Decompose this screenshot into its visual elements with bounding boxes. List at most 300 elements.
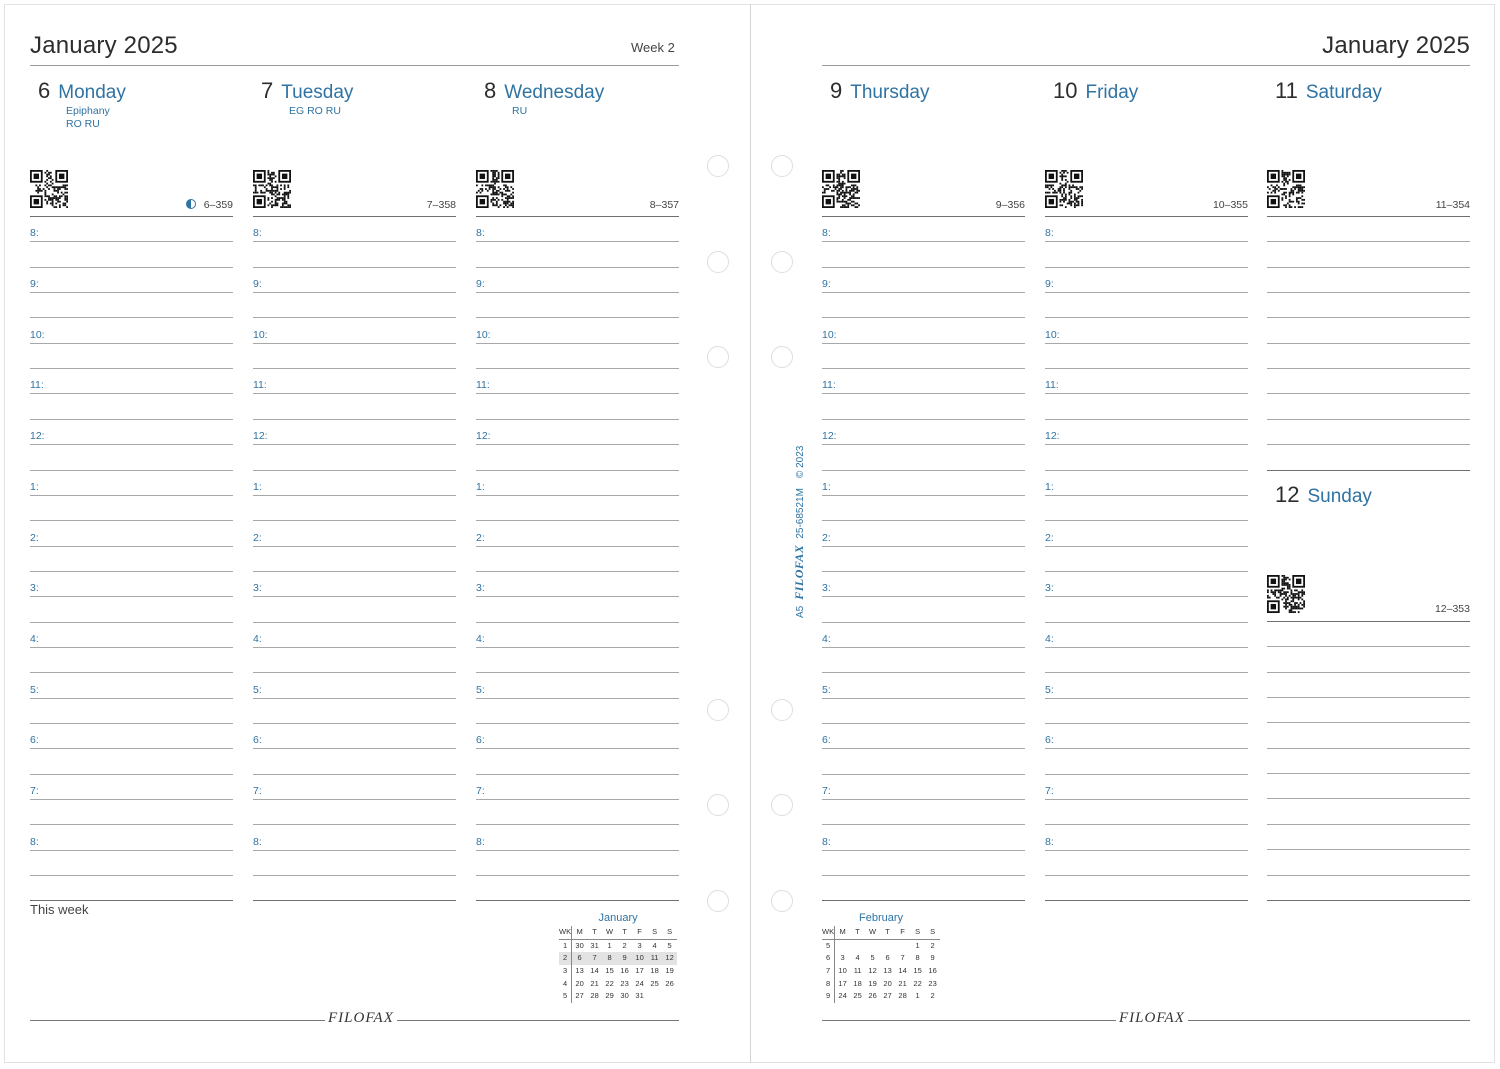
calendar-header-cell: T xyxy=(587,926,602,939)
ruled-line xyxy=(1267,444,1470,445)
ruled-line xyxy=(30,470,233,471)
hour-label: 2: xyxy=(822,532,831,544)
hour-label: 1: xyxy=(476,481,485,493)
ruled-line xyxy=(1045,368,1248,369)
ruled-line xyxy=(476,216,679,217)
ruled-line xyxy=(253,267,456,268)
calendar-day-cell: 12 xyxy=(868,966,877,976)
ruled-line xyxy=(1267,672,1470,673)
day-column-thursday[interactable] xyxy=(822,0,1025,1069)
ruled-line xyxy=(1045,470,1248,471)
holiday-notes xyxy=(289,105,341,118)
day-name: Wednesday xyxy=(504,82,605,103)
ruled-line xyxy=(822,799,1025,800)
calendar-day-cell: 27 xyxy=(883,991,892,1001)
ruled-line xyxy=(822,292,1025,293)
ruled-line xyxy=(822,444,1025,445)
hour-label: 1: xyxy=(253,481,262,493)
hour-label: 10: xyxy=(822,329,837,341)
ruled-line xyxy=(476,622,679,623)
calendar-header-cell: F xyxy=(632,926,647,939)
day-number: 6 xyxy=(38,78,51,103)
calendar-day-cell: 16 xyxy=(928,966,937,976)
hour-label: 2: xyxy=(476,532,485,544)
calendar-day-cell: 11 xyxy=(647,952,662,965)
day-column-saturday-sunday[interactable] xyxy=(1267,0,1470,1069)
week-number-cell: 1 xyxy=(559,939,572,952)
paper-size: A5 xyxy=(795,605,806,618)
ruled-line xyxy=(822,393,1025,394)
hour-label: 9: xyxy=(822,278,831,290)
calendar-header-cell: S xyxy=(910,926,925,939)
ruled-line xyxy=(1267,722,1470,723)
day-number: 9 xyxy=(830,78,843,103)
calendar-day-cell: 3 xyxy=(840,953,845,963)
calendar-day-cell: 20 xyxy=(575,978,584,988)
calendar-day-cell: 27 xyxy=(575,991,584,1001)
left-month-title: January 2025 xyxy=(30,32,178,59)
qr-code-icon[interactable] xyxy=(1267,575,1305,613)
calendar-day-cell xyxy=(880,939,895,952)
calendar-day-cell: 7 xyxy=(900,953,905,963)
calendar-day-cell: 13 xyxy=(575,966,584,976)
hour-label: 9: xyxy=(1045,278,1054,290)
calendar-day-cell: 20 xyxy=(883,978,892,988)
page-spine xyxy=(750,4,751,1063)
calendar-day-cell: 4 xyxy=(652,940,657,950)
ruled-line xyxy=(476,546,679,547)
calendar-header-cell: M xyxy=(572,926,588,939)
ruled-line xyxy=(30,774,233,775)
calendar-day-cell: 22 xyxy=(605,978,614,988)
day-name: Monday xyxy=(58,82,126,103)
ring-hole xyxy=(771,346,793,368)
ruled-line xyxy=(1267,748,1470,749)
calendar-day-cell xyxy=(850,939,865,952)
ruled-line xyxy=(253,875,456,876)
right-month-title: January 2025 xyxy=(1322,32,1470,59)
moon-phase-icon xyxy=(186,199,196,209)
ruled-line xyxy=(30,824,233,825)
mini-calendar-grid xyxy=(822,926,940,1003)
calendar-day-cell xyxy=(647,990,662,1003)
day-heading xyxy=(1053,78,1138,104)
ruled-line xyxy=(1045,647,1248,648)
week-number-cell: 8 xyxy=(822,977,835,990)
hour-label: 7: xyxy=(822,785,831,797)
ruled-line xyxy=(476,368,679,369)
day-count: 12–353 xyxy=(1434,603,1470,615)
ruled-line xyxy=(822,368,1025,369)
ruled-line xyxy=(476,520,679,521)
calendar-header-cell: F xyxy=(895,926,910,939)
calendar-day-cell: 24 xyxy=(635,978,644,988)
calendar-day-cell: 31 xyxy=(590,940,599,950)
ruled-line xyxy=(1045,267,1248,268)
ruled-line xyxy=(253,495,456,496)
hour-label: 5: xyxy=(1045,684,1054,696)
week-number-cell: 2 xyxy=(559,952,572,965)
hour-label: 9: xyxy=(253,278,262,290)
ruled-line xyxy=(30,748,233,749)
calendar-day-cell: 26 xyxy=(665,978,674,988)
ruled-line xyxy=(822,748,1025,749)
qr-code-icon[interactable] xyxy=(1267,170,1305,208)
copyright: © 2023 xyxy=(795,445,806,479)
ruled-line xyxy=(253,571,456,572)
ruled-line xyxy=(1045,216,1248,217)
ruled-line xyxy=(822,850,1025,851)
ruled-line xyxy=(476,723,679,724)
qr-code-icon[interactable] xyxy=(253,170,291,208)
hour-label: 8: xyxy=(253,836,262,848)
ruled-line xyxy=(253,520,456,521)
ruled-line xyxy=(1267,849,1470,850)
ruled-line xyxy=(253,241,456,242)
ruled-line xyxy=(476,241,679,242)
ruled-line xyxy=(30,292,233,293)
ruled-line xyxy=(476,748,679,749)
hour-label: 1: xyxy=(1045,481,1054,493)
calendar-header-cell: S xyxy=(662,926,677,939)
hour-label: 6: xyxy=(476,734,485,746)
hour-label: 7: xyxy=(253,785,262,797)
calendar-day-cell: 16 xyxy=(620,966,629,976)
holiday-name: Epiphany xyxy=(66,105,110,117)
holiday-countries: RU xyxy=(512,105,528,117)
ruled-line xyxy=(822,343,1025,344)
ruled-line xyxy=(1045,571,1248,572)
calendar-day-cell: 1 xyxy=(915,991,920,1001)
ruled-line xyxy=(30,444,233,445)
calendar-header-cell: S xyxy=(647,926,662,939)
ruled-line xyxy=(1267,900,1470,901)
ruled-line xyxy=(253,596,456,597)
day-heading xyxy=(484,78,604,104)
calendar-day-cell: 8 xyxy=(915,953,920,963)
ruled-line xyxy=(30,546,233,547)
product-code: 25-68521M xyxy=(795,488,806,539)
ruled-line xyxy=(30,571,233,572)
ruled-line xyxy=(30,241,233,242)
qr-code-icon[interactable] xyxy=(30,170,68,208)
week-number-cell: 4 xyxy=(559,977,572,990)
ruled-line xyxy=(1045,343,1248,344)
hour-label: 4: xyxy=(1045,633,1054,645)
ruled-line xyxy=(822,596,1025,597)
ruled-line xyxy=(1045,546,1248,547)
ruled-line xyxy=(476,444,679,445)
calendar-day-cell: 26 xyxy=(868,991,877,1001)
calendar-day-cell: 14 xyxy=(590,966,599,976)
mini-calendar-month: February xyxy=(859,912,904,924)
calendar-day-cell: 10 xyxy=(838,966,847,976)
hour-label: 4: xyxy=(253,633,262,645)
ruled-line xyxy=(1045,444,1248,445)
day-column-wednesday[interactable] xyxy=(476,0,679,1069)
ruled-line xyxy=(1267,875,1470,876)
hour-label: 8: xyxy=(822,836,831,848)
ruled-line xyxy=(476,393,679,394)
hour-label: 9: xyxy=(476,278,485,290)
calendar-day-cell: 23 xyxy=(928,978,937,988)
hour-label: 10: xyxy=(253,329,268,341)
calendar-day-cell: 1 xyxy=(607,940,612,950)
calendar-day-cell: 19 xyxy=(868,978,877,988)
day-count: 11–354 xyxy=(1435,199,1470,211)
holiday-countries: EG RO RU xyxy=(289,105,341,117)
ruled-line xyxy=(30,368,233,369)
ruled-line xyxy=(1045,241,1248,242)
ruled-line xyxy=(822,698,1025,699)
hour-label: 8: xyxy=(476,836,485,848)
calendar-day-cell: 15 xyxy=(913,966,922,976)
week-number-cell: 7 xyxy=(822,965,835,978)
hour-label: 6: xyxy=(1045,734,1054,746)
ruled-line xyxy=(476,774,679,775)
hour-label: 12: xyxy=(822,430,837,442)
ruled-line xyxy=(253,622,456,623)
calendar-day-cell: 13 xyxy=(883,966,892,976)
hour-label: 3: xyxy=(253,582,262,594)
ruled-line xyxy=(476,317,679,318)
day-column-tuesday[interactable] xyxy=(253,0,456,1069)
day-heading xyxy=(38,78,126,104)
ruled-line xyxy=(30,520,233,521)
ruled-line xyxy=(30,495,233,496)
ruled-line xyxy=(1267,470,1470,471)
ruled-line xyxy=(476,672,679,673)
hour-label: 11: xyxy=(1045,379,1059,391)
day-count: 8–357 xyxy=(649,199,679,211)
calendar-day-cell: 6 xyxy=(885,953,890,963)
week-number: Week 2 xyxy=(631,40,675,55)
ruled-line xyxy=(1045,622,1248,623)
ruled-line xyxy=(1045,799,1248,800)
ruled-line xyxy=(253,850,456,851)
day-heading-saturday xyxy=(1275,78,1382,104)
ring-hole xyxy=(707,890,729,912)
ruled-line xyxy=(30,875,233,876)
calendar-day-cell: 21 xyxy=(590,978,599,988)
ruled-line xyxy=(30,647,233,648)
ruled-line xyxy=(30,672,233,673)
day-number: 8 xyxy=(484,78,497,103)
ruled-line xyxy=(822,216,1025,217)
day-number: 11 xyxy=(1275,78,1298,103)
ruled-line xyxy=(253,216,456,217)
day-column-friday[interactable] xyxy=(1045,0,1248,1069)
ruled-line xyxy=(253,444,456,445)
ruled-line xyxy=(1267,368,1470,369)
day-name: Tuesday xyxy=(281,82,354,103)
calendar-day-cell: 17 xyxy=(838,978,847,988)
day-name: Saturday xyxy=(1305,82,1382,103)
ruled-line xyxy=(253,723,456,724)
ruled-line xyxy=(1267,798,1470,799)
hour-label: 7: xyxy=(1045,785,1054,797)
ruled-line xyxy=(1045,596,1248,597)
hour-label: 6: xyxy=(30,734,39,746)
ruled-line xyxy=(30,723,233,724)
ruled-line xyxy=(1045,292,1248,293)
ruled-line xyxy=(1045,393,1248,394)
ruled-line xyxy=(476,647,679,648)
hour-label: 9: xyxy=(30,278,39,290)
hour-label: 4: xyxy=(476,633,485,645)
ruled-line xyxy=(822,317,1025,318)
ruled-line xyxy=(822,520,1025,521)
ring-hole xyxy=(771,251,793,273)
ruled-line xyxy=(1267,773,1470,774)
ruled-line xyxy=(822,267,1025,268)
ruled-line xyxy=(1045,850,1248,851)
day-count: 7–358 xyxy=(426,199,456,211)
hour-label: 4: xyxy=(822,633,831,645)
calendar-day-cell: 17 xyxy=(635,966,644,976)
calendar-day-cell: 23 xyxy=(620,978,629,988)
ruled-line xyxy=(30,216,233,217)
calendar-header-cell: WK xyxy=(559,926,572,939)
day-heading-sunday xyxy=(1275,482,1372,508)
ruled-line xyxy=(253,672,456,673)
ruled-line xyxy=(822,672,1025,673)
week-number-cell: 9 xyxy=(822,990,835,1003)
ruled-line xyxy=(253,824,456,825)
calendar-day-cell: 28 xyxy=(898,991,907,1001)
calendar-header-cell: T xyxy=(850,926,865,939)
week-number-cell: 6 xyxy=(822,952,835,965)
qr-code-icon[interactable] xyxy=(1045,170,1083,208)
calendar-day-cell: 31 xyxy=(635,991,644,1001)
ruled-line xyxy=(253,698,456,699)
hour-label: 6: xyxy=(253,734,262,746)
calendar-day-cell: 18 xyxy=(853,978,862,988)
week-number-cell: 5 xyxy=(559,990,572,1003)
day-number: 12 xyxy=(1275,482,1300,507)
ruled-line xyxy=(1045,875,1248,876)
ruled-line xyxy=(822,419,1025,420)
ruled-line xyxy=(1267,697,1470,698)
mini-calendar-grid xyxy=(559,926,677,1003)
qr-code-icon[interactable] xyxy=(822,170,860,208)
ruled-line xyxy=(1045,723,1248,724)
ruled-line xyxy=(1045,900,1248,901)
hour-label: 5: xyxy=(822,684,831,696)
ruled-line xyxy=(253,393,456,394)
ruled-line xyxy=(253,546,456,547)
ring-hole xyxy=(771,699,793,721)
calendar-day-cell: 30 xyxy=(620,991,629,1001)
ruled-line xyxy=(1267,317,1470,318)
calendar-day-cell: 24 xyxy=(838,991,847,1001)
hour-label: 10: xyxy=(30,329,45,341)
hour-label: 3: xyxy=(30,582,39,594)
calendar-header-cell: W xyxy=(602,926,617,939)
ruled-line xyxy=(822,571,1025,572)
calendar-day-cell: 5 xyxy=(667,940,672,950)
hour-label: 3: xyxy=(822,582,831,594)
ruled-line xyxy=(30,393,233,394)
ruled-line xyxy=(476,292,679,293)
hour-label: 3: xyxy=(476,582,485,594)
ruled-line xyxy=(253,647,456,648)
ruled-line xyxy=(253,292,456,293)
calendar-header-cell: T xyxy=(880,926,895,939)
hour-label: 8: xyxy=(476,227,485,239)
calendar-day-cell: 29 xyxy=(605,991,614,1001)
calendar-day-cell: 12 xyxy=(662,952,677,965)
calendar-day-cell: 9 xyxy=(617,952,632,965)
ruled-line xyxy=(476,850,679,851)
spine-imprint xyxy=(792,446,807,618)
ring-hole xyxy=(707,346,729,368)
day-heading xyxy=(830,78,929,104)
ring-hole xyxy=(707,699,729,721)
ruled-line xyxy=(1267,824,1470,825)
ruled-line xyxy=(1267,393,1470,394)
calendar-day-cell: 19 xyxy=(665,966,674,976)
calendar-day-cell xyxy=(835,939,851,952)
ruled-line xyxy=(253,317,456,318)
ruled-line xyxy=(253,368,456,369)
ruled-line xyxy=(253,470,456,471)
ring-hole xyxy=(771,794,793,816)
week-number-cell: 3 xyxy=(559,965,572,978)
ruled-line xyxy=(822,723,1025,724)
ruled-line xyxy=(253,419,456,420)
calendar-day-cell: 4 xyxy=(855,953,860,963)
ruled-line xyxy=(476,799,679,800)
hour-label: 11: xyxy=(822,379,836,391)
ruled-line xyxy=(822,241,1025,242)
calendar-header-cell: M xyxy=(835,926,851,939)
qr-code-icon[interactable] xyxy=(476,170,514,208)
ruled-line xyxy=(822,495,1025,496)
hour-label: 12: xyxy=(476,430,491,442)
ring-hole xyxy=(771,155,793,177)
calendar-day-cell: 9 xyxy=(930,953,935,963)
hour-label: 2: xyxy=(1045,532,1054,544)
ruled-line xyxy=(822,470,1025,471)
ruled-line xyxy=(253,343,456,344)
ruled-line xyxy=(1267,292,1470,293)
calendar-day-cell: 15 xyxy=(605,966,614,976)
calendar-day-cell: 7 xyxy=(587,952,602,965)
ruled-line xyxy=(30,698,233,699)
hour-label: 2: xyxy=(30,532,39,544)
hour-label: 11: xyxy=(476,379,490,391)
ruled-line xyxy=(822,824,1025,825)
hour-label: 2: xyxy=(253,532,262,544)
ruled-line xyxy=(476,698,679,699)
ruled-line xyxy=(1045,698,1248,699)
hour-label: 8: xyxy=(30,227,39,239)
ruled-line xyxy=(1267,646,1470,647)
hour-label: 7: xyxy=(476,785,485,797)
calendar-day-cell: 11 xyxy=(853,966,862,976)
ruled-line xyxy=(1045,317,1248,318)
ruled-line xyxy=(1045,824,1248,825)
calendar-day-cell: 2 xyxy=(930,991,935,1001)
ruled-line xyxy=(253,774,456,775)
calendar-day-cell: 14 xyxy=(898,966,907,976)
ruled-line xyxy=(1045,774,1248,775)
ring-hole xyxy=(771,890,793,912)
ruled-line xyxy=(30,317,233,318)
ruled-line xyxy=(30,900,233,901)
ruled-line xyxy=(822,774,1025,775)
